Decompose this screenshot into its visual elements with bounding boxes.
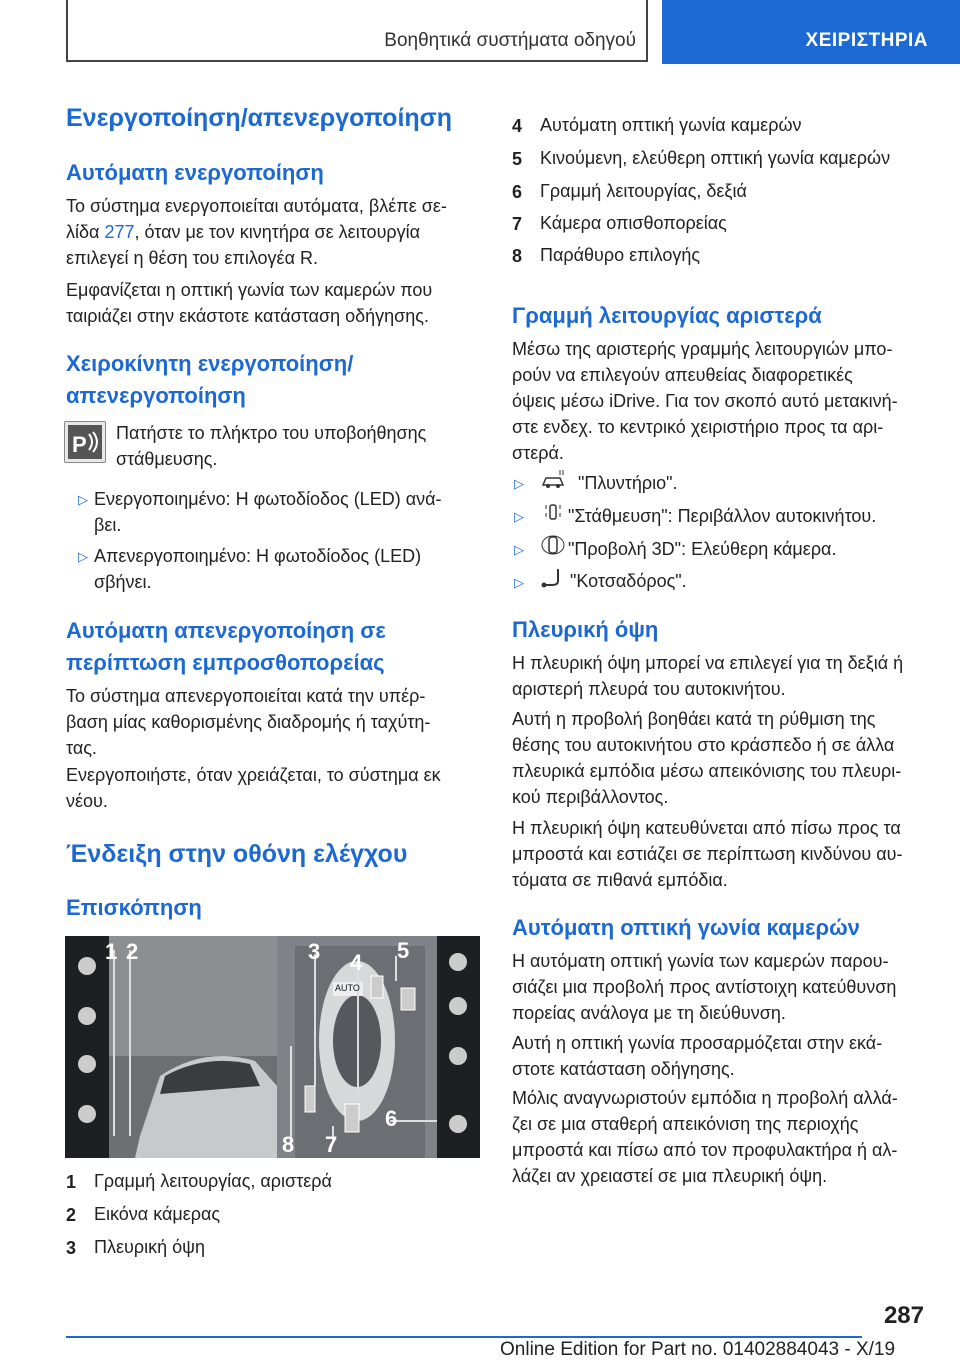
text-line: επιλεγεί η θέση του επιλογέα R.	[66, 248, 318, 268]
text-line: λάζει αν χρειαστεί σε μια πλευρική όψη.	[512, 1166, 828, 1186]
legend-num: 6	[512, 182, 523, 202]
camera-display-image	[65, 936, 480, 1158]
text-line: Μέσω της αριστερής γραμμής λειτουργιών μπο-	[512, 339, 893, 359]
page-link[interactable]: 277	[104, 222, 135, 242]
text-line	[66, 219, 447, 245]
heading-line: απενεργοποίηση	[66, 383, 246, 408]
legend-text: Παράθυρο επιλογής	[540, 245, 701, 265]
text-line: νέου.	[66, 791, 108, 811]
option-car-wash: "Πλυντήριο".	[578, 473, 678, 493]
legend-num: 7	[512, 214, 523, 234]
para-auto-camera-1	[512, 948, 896, 1026]
callout-6: 6	[385, 1106, 398, 1131]
text-line: πλευρικά εμπόδια μέσω απεικόνισης του πλευρι-	[512, 761, 902, 781]
text-fragment: , όταν με τον κινητήρα σε λειτουργία	[134, 222, 421, 242]
text-line: πορείας ανάλογα με τη διεύθυνση.	[512, 1003, 786, 1023]
legend-text: Γραμμή λειτουργίας, δεξιά	[540, 181, 747, 201]
header-tab-label: ΧΕΙΡΙΣΤΗΡΙΑ	[805, 30, 928, 51]
bullet-triangle-icon: ▷	[514, 509, 524, 524]
para-press-button	[116, 420, 426, 472]
text-line: βαση μίας καθορισμένης διαδρομής ή ταχύτη-	[66, 712, 431, 732]
para-side-view-1	[512, 650, 903, 702]
callout-5: 5	[397, 938, 410, 963]
bullet-deactivated	[94, 543, 421, 595]
para-auto-camera-3	[512, 1085, 898, 1189]
text-line: στε ενδεχ. το κεντρικό χειριστήριο προς τα αρι-	[512, 417, 884, 437]
para-auto-on-1	[66, 193, 447, 271]
text-line: Η πλευρική όψη κατευθύνεται από πίσω προς τα	[512, 818, 901, 838]
heading-auto-camera: Αυτόματη οπτική γωνία καμερών	[512, 915, 860, 940]
park-assist-button-icon	[64, 421, 106, 463]
text-line: Ενεργοποιήστε, όταν χρειάζεται, το σύστημα εκ	[66, 765, 441, 785]
text-line: Αυτή η προβολή βοηθάει κατά τη ρύθμιση της	[512, 709, 876, 729]
callout-7: 7	[325, 1132, 338, 1157]
heading-side-view: Πλευρική όψη	[512, 617, 659, 642]
text-line: θέσης του αυτοκινήτου στο κράσπεδο ή σε άλλα	[512, 735, 895, 755]
text-line: Το σύστημα ενεργοποιείται αυτόματα, βλέπε σε-	[66, 196, 447, 216]
text-line: ρούν να επιλεγούν απευθείας διαφορετικές	[512, 365, 853, 385]
view-3d-icon	[540, 534, 566, 556]
legend-num: 5	[512, 149, 523, 169]
text-line: Ενεργοποιημένο: Η φωτοδίοδος (LED) ανά-	[94, 489, 442, 509]
heading-manual	[66, 348, 353, 412]
svg-text:P: P	[72, 432, 87, 457]
para-auto-off-1	[66, 683, 430, 761]
heading-display: Ένδειξη στην οθόνη ελέγχου	[66, 840, 408, 868]
header-title: Βοηθητικά συστήματα οδηγού	[384, 30, 636, 51]
para-auto-on-2	[66, 277, 432, 329]
callout-4: 4	[350, 950, 363, 975]
legend-num: 4	[512, 116, 523, 136]
text-line: τας.	[66, 738, 97, 758]
bullet-triangle-icon: ▷	[514, 575, 524, 590]
text-line: ταιριάζει στην εκάστοτε κατάσταση οδήγησης.	[66, 306, 429, 326]
legend-text: Γραμμή λειτουργίας, αριστερά	[94, 1171, 332, 1191]
legend-num: 2	[66, 1205, 77, 1225]
bullet-triangle-icon: ▷	[514, 476, 524, 491]
text-line: σβήνει.	[94, 572, 152, 592]
legend-num: 3	[66, 1238, 77, 1258]
text-line: όψεις μέσω iDrive. Για τον σκοπό αυτό μετακινή-	[512, 391, 898, 411]
text-line: Απενεργοποιημένο: Η φωτοδίοδος (LED)	[94, 546, 422, 566]
legend-text: Κάμερα οπισθοπορείας	[540, 213, 727, 233]
para-side-view-3	[512, 815, 902, 893]
heading-line: περίπτωση εμπροσθοπορείας	[66, 650, 385, 675]
legend-text: Αυτόματη οπτική γωνία καμερών	[540, 115, 802, 135]
para-side-view-2	[512, 706, 901, 810]
text-line: βει.	[94, 515, 122, 535]
legend-num: 1	[66, 1172, 77, 1192]
text-line: ζει σε μια σταθερή απεικόνιση της περιοχής	[512, 1114, 859, 1134]
heading-auto-on: Αυτόματη ενεργοποίηση	[66, 160, 324, 185]
header-tab[interactable]	[662, 0, 960, 64]
text-line: Η αυτόματη οπτική γωνία των καμερών παρου-	[512, 951, 889, 971]
auto-badge: AUTO	[335, 983, 360, 993]
text-line: τόματα σε πιθανά εμπόδια.	[512, 870, 728, 890]
option-trailer: "Κοτσαδόρος".	[570, 571, 687, 591]
text-line: Πατήστε το πλήκτρο του υποβοήθησης	[116, 423, 427, 443]
text-line: Η πλευρική όψη μπορεί να επιλεγεί για τη δεξιά ή	[512, 653, 904, 673]
trailer-hitch-icon	[540, 567, 566, 589]
para-auto-off-2	[66, 762, 441, 814]
footer-divider	[66, 1336, 862, 1338]
heading-auto-off	[66, 615, 386, 679]
callout-3: 3	[308, 939, 321, 964]
option-3d-view: "Προβολή 3D": Ελεύθερη κάμερα.	[568, 539, 837, 559]
bullet-triangle-icon: ▷	[78, 549, 88, 564]
bullet-activated	[94, 486, 442, 538]
text-line: μπροστά και εστιάζει σε περίπτωση κινδύνου αυ-	[512, 844, 903, 864]
bullet-triangle-icon: ▷	[78, 492, 88, 507]
text-line: σιάζει μια προβολή προς αντίστοιχη κατεύθυνση	[512, 977, 897, 997]
page-number: 287	[883, 1302, 924, 1329]
heading-function-bar: Γραμμή λειτουργίας αριστερά	[512, 303, 822, 328]
legend-num: 8	[512, 246, 523, 266]
heading-line: Αυτόματη απενεργοποίηση σε	[66, 618, 386, 643]
bullet-triangle-icon: ▷	[514, 542, 524, 557]
callout-1: 1	[105, 939, 118, 964]
heading-overview: Επισκόπηση	[66, 895, 202, 920]
text-line: Μόλις αναγνωριστούν εμπόδια η προβολή αλλά-	[512, 1088, 898, 1108]
text-line: στάθμευσης.	[116, 449, 218, 469]
heading-line: Χειροκίνητη ενεργοποίηση/	[66, 351, 354, 376]
text-line: αριστερή πλευρά του αυτοκινήτου.	[512, 679, 786, 699]
edition-note: Online Edition for Part no. 01402884043 - X/19	[500, 1339, 896, 1360]
text-fragment: λίδα	[66, 222, 105, 242]
para-function-bar	[512, 336, 898, 466]
para-auto-camera-2	[512, 1030, 882, 1082]
parking-surround-icon	[540, 501, 566, 523]
text-line: κού περιβάλλοντος.	[512, 787, 669, 807]
car-wash-icon	[540, 468, 566, 490]
legend-text: Κινούμενη, ελεύθερη οπτική γωνία καμερών	[540, 148, 891, 168]
text-line: Εμφανίζεται η οπτική γωνία των καμερών που	[66, 280, 433, 300]
text-line: μπροστά και πίσω από τον προφυλακτήρα ή αλ-	[512, 1140, 898, 1160]
option-parking: "Στάθμευση": Περιβάλλον αυτοκινήτου.	[568, 506, 877, 526]
callout-8: 8	[282, 1132, 295, 1157]
callout-2: 2	[126, 939, 139, 964]
legend-text: Πλευρική όψη	[94, 1237, 205, 1257]
text-line: Αυτή η οπτική γωνία προσαρμόζεται στην εκά-	[512, 1033, 883, 1053]
text-line: Το σύστημα απενεργοποιείται κατά την υπέρ-	[66, 686, 426, 706]
legend-text: Εικόνα κάμερας	[94, 1204, 221, 1224]
text-line: στοτε κατάσταση οδήγησης.	[512, 1059, 735, 1079]
text-line: στερά.	[512, 443, 564, 463]
heading-onoff: Ενεργοποίηση/απενεργοποίηση	[66, 104, 453, 132]
